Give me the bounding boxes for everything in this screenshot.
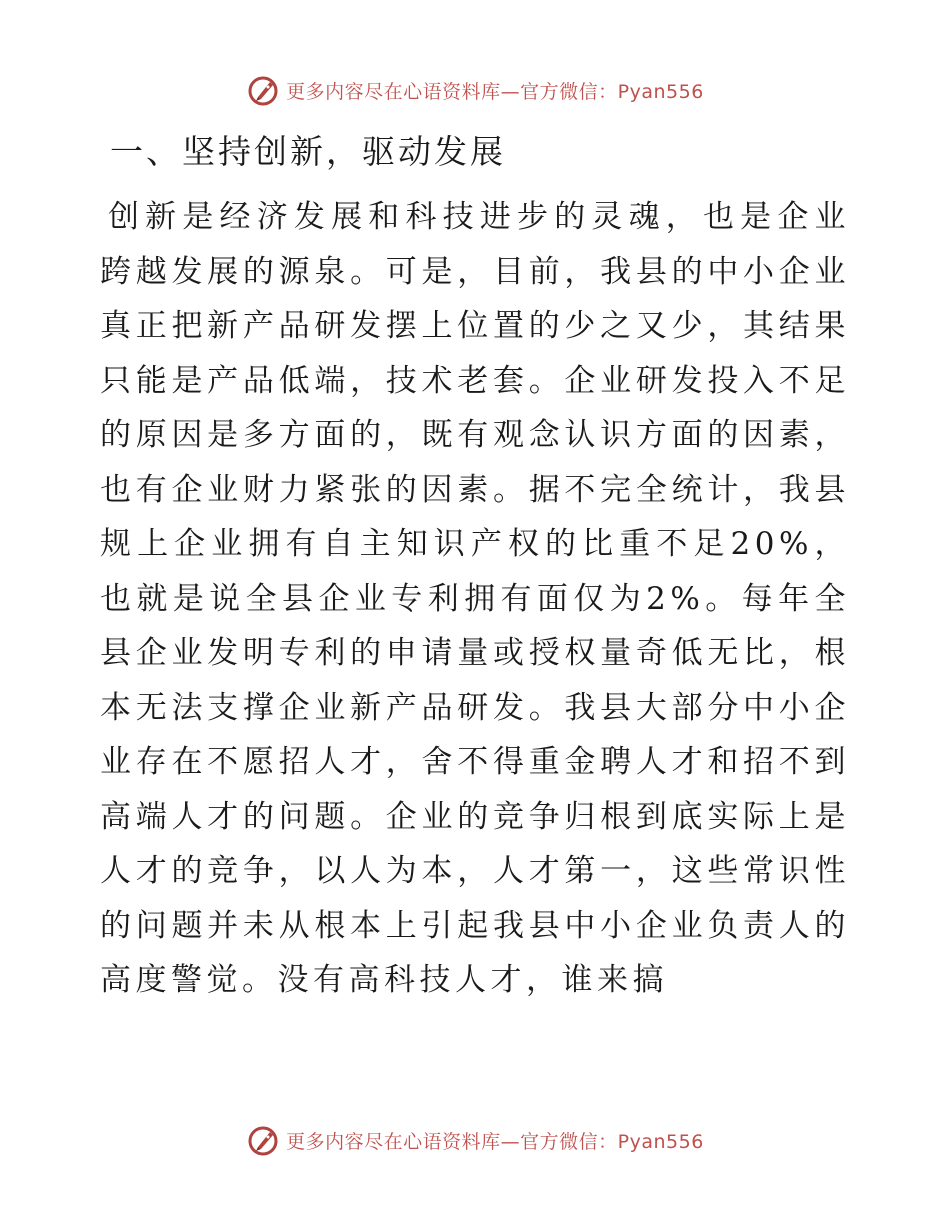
header-banner-text: 更多内容尽在心语资料库—官方微信：Pyan556 <box>286 80 704 103</box>
footer-banner-inner <box>246 1123 704 1157</box>
footer-banner <box>0 1120 950 1160</box>
header-banner <box>0 70 950 110</box>
footer-banner-text: 更多内容尽在心语资料库—官方微信：Pyan556 <box>286 1130 704 1153</box>
pen-nib-logo-icon <box>246 73 280 107</box>
body-paragraph: 创新是经济发展和科技进步的灵魂，也是企业跨越发展的源泉。可是，目前，我县的中小企业真正把新产品研发摆上位置的少之又少，其结果只能是产品低端，技术老套。企业研发投入不足的原因是多方面的，既有观念认识方面的因素，也有企业财力紧张的因素。据不完全统计，我县规上企业拥有自主知识产权的比重不足20%，也就是说全县企业专利拥有面仅为2%。每年全县企业发明专利的申请量或授权量奇低无比，根本无法支撑企业新产品研发。我县大部分中小企业存在不愿招人才，舍不得重金聘人才和招不到高端人才的问题。企业的竞争归根到底实际上是人才的竞争，以人为本，人才第一，这些常识性的问题并未从根本上引起我县中小企业负责人的高度警觉。没有高科技人才，谁来搞 <box>100 199 850 998</box>
section-heading: 一、坚持创新，驱动发展 <box>110 132 506 171</box>
header-banner-inner <box>246 73 704 107</box>
pen-nib-logo-icon <box>246 1123 280 1157</box>
